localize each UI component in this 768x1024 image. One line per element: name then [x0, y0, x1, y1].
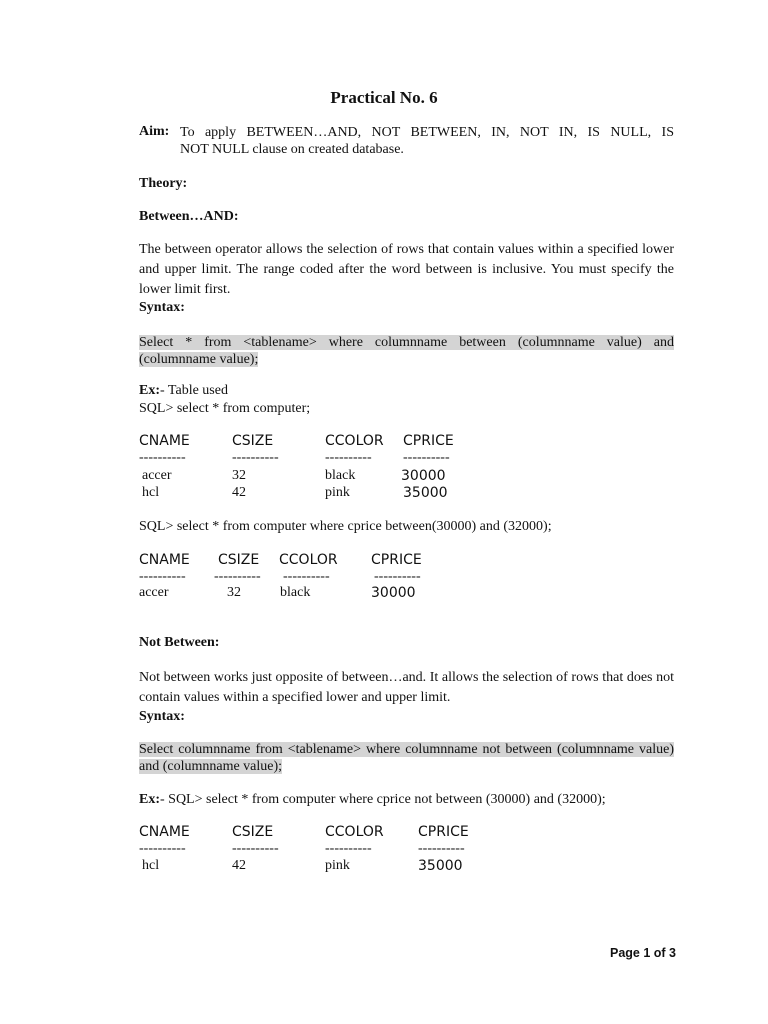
between-description: The between operator allows the selection of rows that contain values within a specified lower and upper limit. The range coded after the word between is inclusive. You must specify the lower limit first. — [139, 242, 674, 297]
table3-header-cname: CNAME — [139, 824, 190, 840]
table2-dash: ---------- — [139, 569, 186, 584]
table1-dash: ---------- — [232, 450, 279, 465]
between-heading: Between…AND: — [139, 209, 239, 224]
table2-header-cname: CNAME — [139, 552, 190, 568]
page-number: Page 1 of 3 — [610, 946, 676, 960]
table1-header-ccolor: CCOLOR — [325, 433, 384, 449]
not-between-example-line — [139, 792, 606, 808]
aim-text-line1: To apply BETWEEN…AND, NOT BETWEEN, IN, NOT IN, IS NULL, IS — [180, 125, 674, 140]
aim-label: Aim: — [139, 124, 170, 139]
table1-cell: 42 — [232, 485, 246, 500]
table2-header-cprice: CPRICE — [371, 552, 422, 568]
table2-header-ccolor: CCOLOR — [279, 552, 338, 568]
between-example-line — [139, 383, 228, 399]
between-example-label: Ex: — [139, 383, 160, 398]
table2-dash: ---------- — [374, 569, 421, 584]
table3-cell: 35000 — [418, 858, 463, 874]
table1-cell: 30000 — [401, 468, 446, 484]
between-example-text: - Table used — [160, 383, 228, 398]
table2-cell: black — [280, 585, 311, 600]
aim-text-line2: NOT NULL clause on created database. — [180, 142, 404, 157]
table3-header-cprice: CPRICE — [418, 824, 469, 840]
table1-dash: ---------- — [325, 450, 372, 465]
table1-header-csize: CSIZE — [232, 433, 274, 449]
table1-cell: black — [325, 468, 356, 483]
table1-cell: accer — [142, 468, 172, 483]
between-syntax-text: Select * from <tablename> where columnname between (columnname value) and (columnname value); — [139, 335, 674, 367]
not-between-syntax-block — [139, 741, 674, 775]
not-between-heading: Not Between: — [139, 635, 220, 650]
not-between-example-text: - SQL> select * from computer where cprice not between (30000) and (32000); — [160, 792, 606, 807]
between-query2: SQL> select * from computer where cprice between(30000) and (32000); — [139, 519, 552, 534]
table1-dash: ---------- — [139, 450, 186, 465]
table1-dash: ---------- — [403, 450, 450, 465]
theory-heading: Theory: — [139, 176, 188, 191]
table3-dash: ---------- — [232, 841, 279, 856]
table2-cell: 30000 — [371, 585, 416, 601]
between-query1: SQL> select * from computer; — [139, 401, 311, 416]
table3-cell: pink — [325, 858, 350, 873]
table2-header-csize: CSIZE — [218, 552, 260, 568]
not-between-syntax-text: Select columnname from <tablename> where columnname not between (columnname value) and (columnname value); — [139, 742, 674, 774]
table3-header-csize: CSIZE — [232, 824, 274, 840]
table3-dash: ---------- — [139, 841, 186, 856]
table2-cell: accer — [139, 585, 169, 600]
table3-cell: hcl — [142, 858, 160, 873]
table1-cell: 32 — [232, 468, 246, 483]
table2-dash: ---------- — [283, 569, 330, 584]
table1-header-cname: CNAME — [139, 433, 190, 449]
table3-cell: 42 — [232, 858, 246, 873]
not-between-syntax-heading: Syntax: — [139, 709, 185, 724]
table2-cell: 32 — [227, 585, 241, 600]
table1-header-cprice: CPRICE — [403, 433, 454, 449]
table3-header-ccolor: CCOLOR — [325, 824, 384, 840]
table3-dash: ---------- — [325, 841, 372, 856]
page-title: Practical No. 6 — [330, 88, 438, 107]
table3-dash: ---------- — [418, 841, 465, 856]
table1-cell: hcl — [142, 485, 160, 500]
table2-dash: ---------- — [214, 569, 261, 584]
table1-cell: 35000 — [403, 485, 448, 501]
not-between-example-label: Ex: — [139, 792, 160, 807]
not-between-description: Not between works just opposite of between…and. It allows the selection of rows that does not contain values within a specified lower and upper limit. — [139, 670, 674, 705]
between-syntax-heading: Syntax: — [139, 300, 185, 315]
between-syntax-block — [139, 334, 674, 368]
table1-cell: pink — [325, 485, 350, 500]
